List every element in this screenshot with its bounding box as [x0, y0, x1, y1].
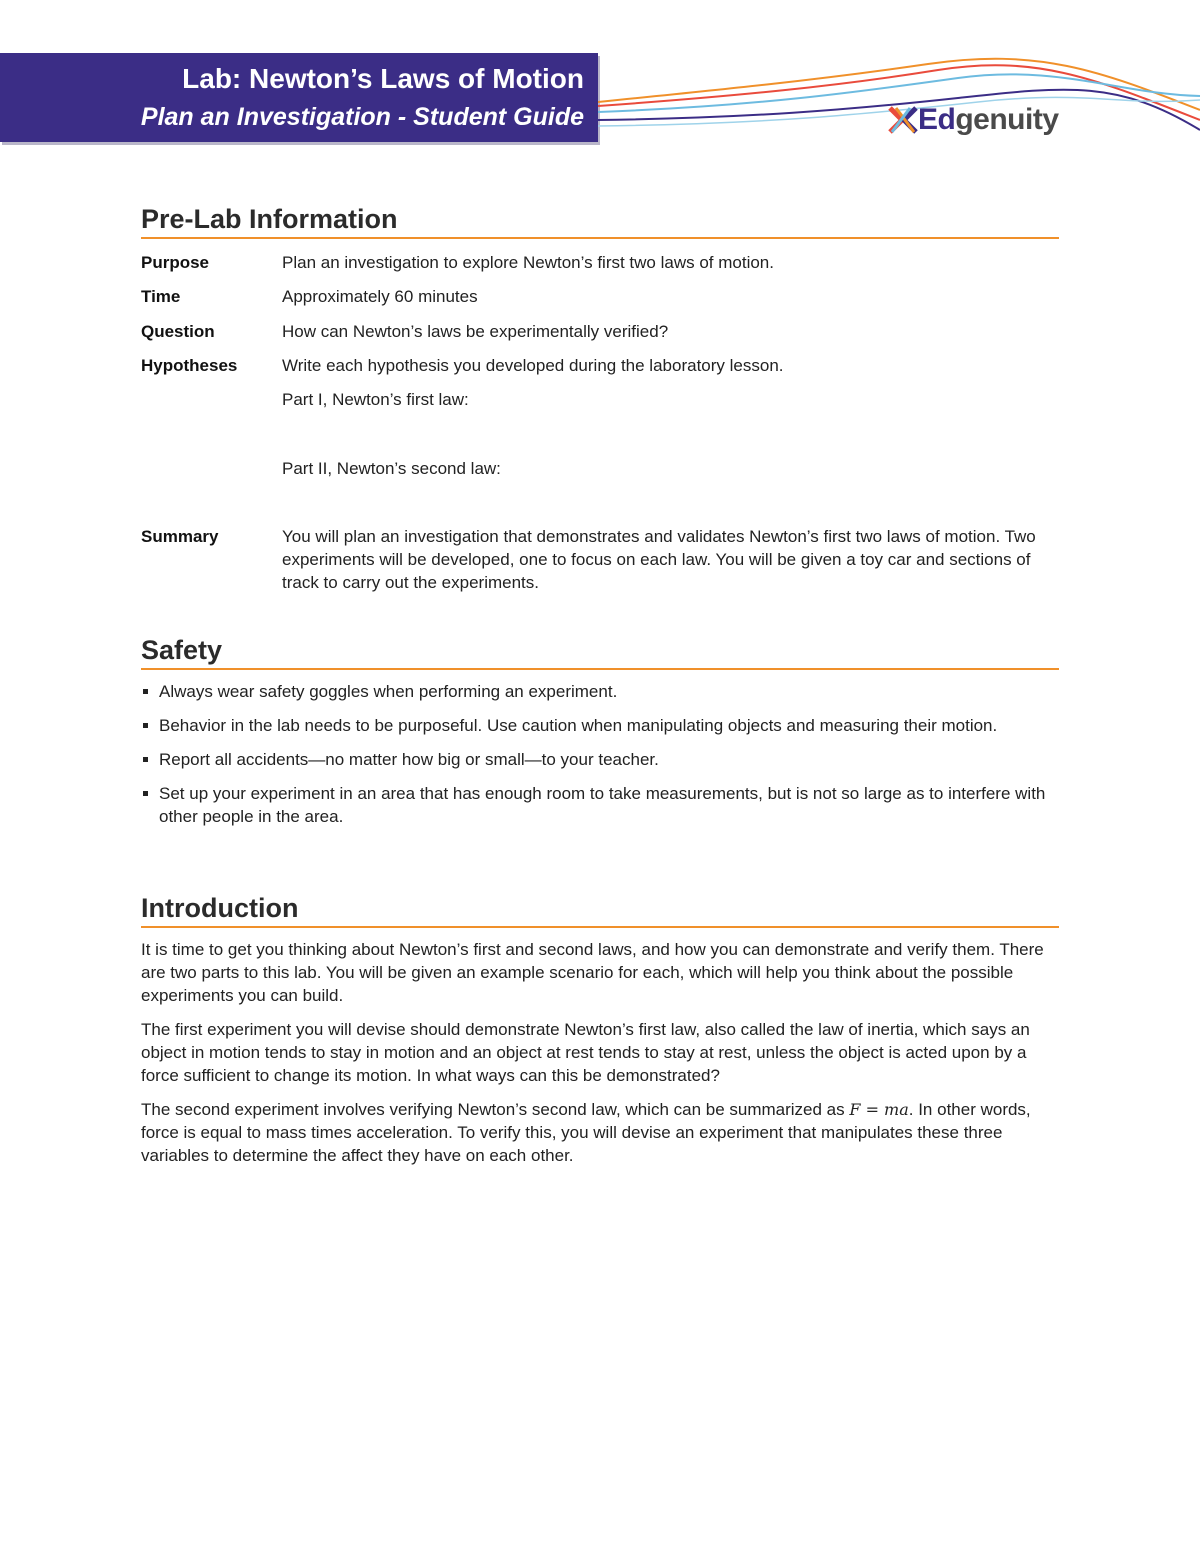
logo-wordmark: Edgenuity — [918, 103, 1059, 136]
info-value: How can Newton’s laws be experimentally verified? — [282, 322, 669, 341]
list-item: Set up your experiment in an area that has enough room to take measurements, but is not so large as to interfere with other people in the area. — [141, 782, 1059, 828]
header-band — [0, 53, 598, 142]
info-label: Question — [141, 322, 215, 341]
list-item: Report all accidents—no matter how big or small—to your teacher. — [141, 748, 1059, 771]
info-label: Time — [141, 287, 181, 306]
info-label: Purpose — [141, 253, 210, 272]
info-label: Hypotheses — [141, 356, 238, 375]
safety-heading: Safety — [141, 635, 1059, 670]
introduction-text — [141, 938, 1059, 1178]
bullet-icon — [143, 723, 148, 728]
hypothesis-part1-prompt: Part I, Newton’s first law: — [282, 390, 469, 409]
list-item: Always wear safety goggles when performing an experiment. — [141, 680, 1059, 703]
intro-paragraph: The second experiment involves verifying Newton’s second law, which can be summarized as F = ma. In other words, force is equal to mass times acceleration. To verify this, you will devise an experiment that manipulates these three variables to determine the affect they have on each other. — [141, 1100, 1031, 1165]
document-subtitle: Plan an Investigation - Student Guide — [140, 103, 584, 131]
intro-paragraph: The first experiment you will devise should demonstrate Newton’s first law, also called the law of inertia, which says an object in motion tends to stay in motion and an object at rest tends to stay at rest, unless the object is acted upon by a force sufficient to change its motion. In what ways can this be demonstrated? — [141, 1020, 1030, 1085]
safety-list — [141, 680, 1059, 839]
list-item: Behavior in the lab needs to be purposeful. Use caution when manipulating objects and measuring their motion. — [141, 714, 1059, 737]
bullet-icon — [143, 791, 148, 796]
info-value: Write each hypothesis you developed during the laboratory lesson. — [282, 356, 784, 375]
info-value: You will plan an investigation that demonstrates and validates Newton’s first two laws of motion. Two experiments will be developed, one to focus on each law. You will be given a toy car and sections of track to carry out the experiments. — [282, 527, 1036, 592]
edgenuity-logo — [888, 100, 1059, 140]
info-value: Plan an investigation to explore Newton’s first two laws of motion. — [282, 253, 774, 272]
logo-x-icon — [888, 106, 918, 134]
info-label: Summary — [141, 527, 219, 546]
prelab-heading: Pre-Lab Information — [141, 204, 1059, 239]
document-title: Lab: Newton’s Laws of Motion — [182, 63, 584, 94]
hypothesis-part2-prompt: Part II, Newton’s second law: — [282, 459, 501, 478]
bullet-icon — [143, 757, 148, 762]
formula: F = ma — [849, 1100, 909, 1119]
info-value: Approximately 60 minutes — [282, 287, 478, 306]
intro-paragraph: It is time to get you thinking about Newton’s first and second laws, and how you can demonstrate and verify them. There are two parts to this lab. You will be given an example scenario for each, which will help you think about the possible experiments you can build. — [141, 940, 1044, 1005]
bullet-icon — [143, 689, 148, 694]
introduction-heading: Introduction — [141, 893, 1059, 928]
